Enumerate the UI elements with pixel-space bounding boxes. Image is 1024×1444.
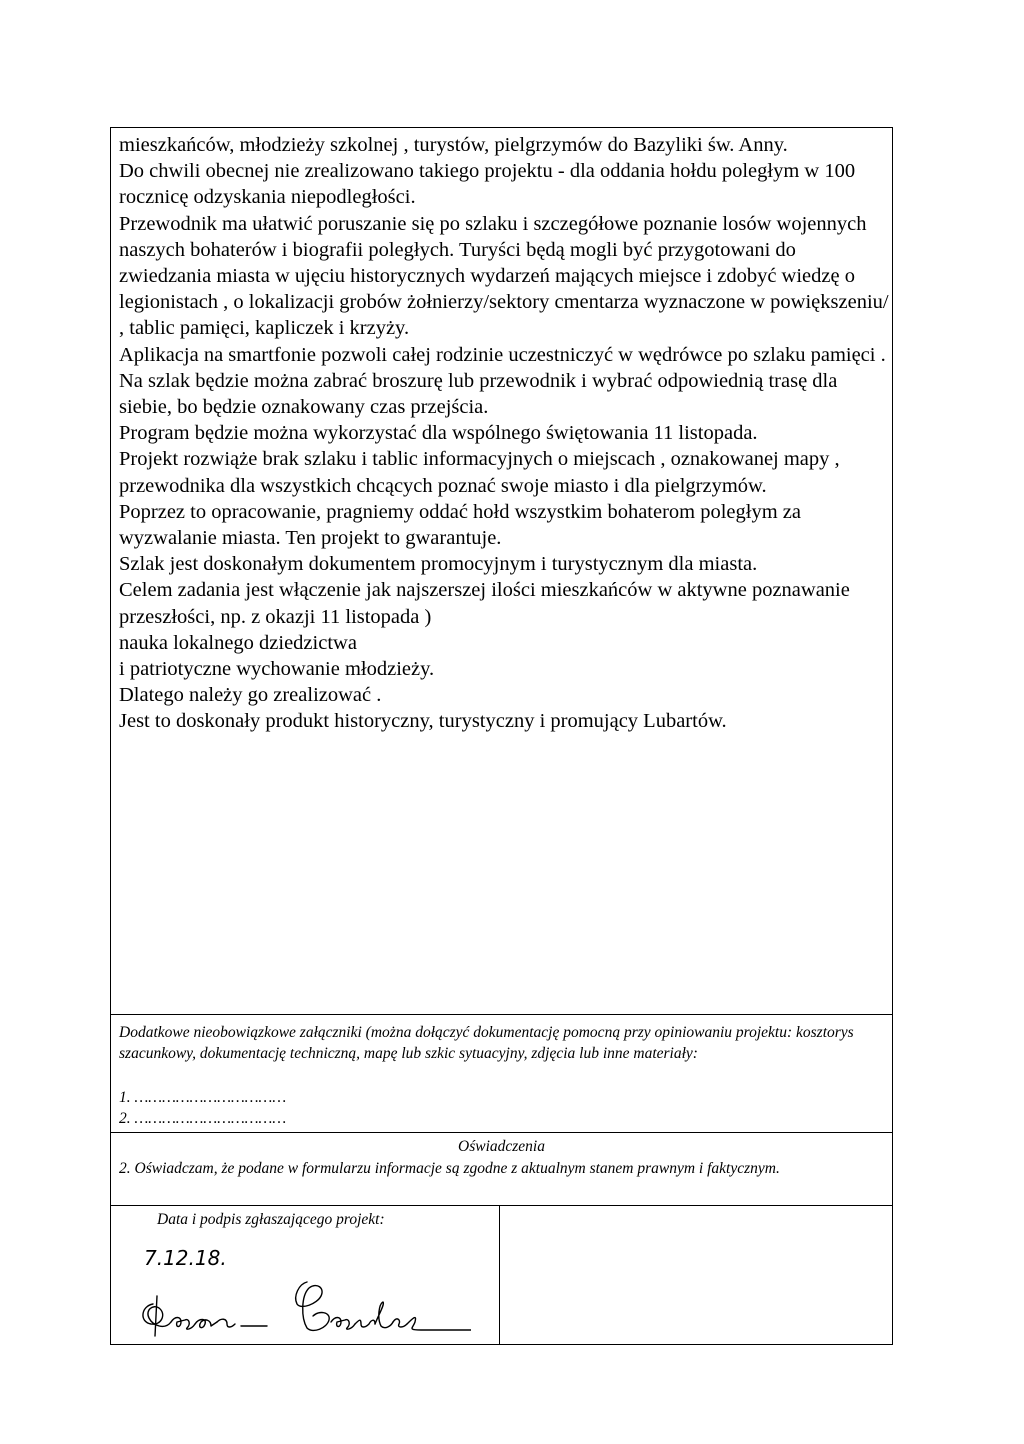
paragraph: Do chwili obecnej nie zrealizowano takiego projektu - dla oddania hołdu poległym w 100 rocznicę odzyskania niepodległości.	[119, 160, 856, 209]
signature-label: Data i podpis zgłaszającego projekt:	[157, 1211, 385, 1228]
paragraph: mieszkańców, młodzieży szkolnej , turystów, pielgrzymów do Bazyliki św. Anny.	[119, 134, 788, 156]
paragraph: i patriotyczne wychowanie młodzieży.	[119, 658, 435, 681]
handwritten-date: 7.12.18.	[144, 1246, 227, 1270]
form-table	[110, 127, 893, 1345]
paragraph: Celem zadania jest włączenie jak najszerszej ilości mieszkańców w aktywne poznawanie przeszłości, np. z okazji 11 listopada )	[119, 579, 850, 628]
attachment-item-1: 1. ……………………………	[119, 1089, 287, 1106]
paragraph: Program będzie można wykorzystać dla wspólnego świętowania 11 listopada.	[119, 422, 758, 445]
paragraph: Dlatego należy go zrealizować .	[119, 684, 382, 707]
attachment-item-2: 2. ……………………………	[119, 1110, 287, 1127]
attachments-section	[111, 1014, 892, 1133]
paragraph: Aplikacja na smartfonie pozwoli całej rodzinie uczestniczyć w wędrówce po szlaku pamięci . Na szlak będzie można zabrać broszurę lub przewodnik i wybrać odpowiednią trasę dla siebie, bo będzie oznakowany czas przejścia.	[119, 343, 886, 419]
paragraph: Jest to doskonały produkt historyczny, turystyczny i promujący Lubartów.	[119, 710, 727, 733]
signature-cell-divider	[499, 1206, 500, 1345]
project-justification-text	[119, 132, 889, 735]
paragraph: Szlak jest doskonałym dokumentem promocyjnym i turystycznym dla miasta.	[119, 553, 758, 576]
declaration-text: 2. Oświadczam, że podane w formularzu informacje są zgodne z aktualnym stanem prawnym i faktycznym.	[119, 1160, 780, 1177]
paragraph: Poprzez to opracowanie, pragniemy oddać hołd wszystkim bohaterom poległym za wyzwalanie miasta. Ten projekt to gwarantuje.	[119, 500, 801, 550]
declarations-heading: Oświadczenia	[458, 1138, 545, 1155]
paragraph: nauka lokalnego dziedzictwa	[119, 631, 357, 654]
paragraph: Przewodnik ma ułatwić poruszanie się po szlaku i szczegółowe poznanie losów wojennych naszych bohaterów i biografii poległych. Turyści będą mogli być przygotowani do zwiedzania miasta w ujęciu historycznych wydarzeń mających miejsce i zdobyć wiedzę o legionistach , o lokalizacji grobów żołnierzy/sektory cmentarza wyznaczone w powiększeniu/ , tablic pamięci, kapliczek i krzyży.	[119, 212, 889, 340]
paragraph: Projekt rozwiąże brak szlaku i tablic informacyjnych o miejscach , oznakowanej mapy , przewodnika dla wszystkich chcących poznać swoje miasto i dla pielgrzymów.	[119, 448, 840, 497]
attachments-intro: Dodatkowe nieobowiązkowe załączniki (można dołączyć dokumentację pomocną przy opiniowaniu projektu: kosztorys szacunkowy, dokumentację techniczną, mapę lub szkic sytuacyjny, zdjęcia lub inne materiały:	[119, 1024, 854, 1062]
handwritten-signature	[131, 1274, 471, 1340]
signature-section	[111, 1205, 892, 1345]
declarations-section	[111, 1132, 892, 1206]
